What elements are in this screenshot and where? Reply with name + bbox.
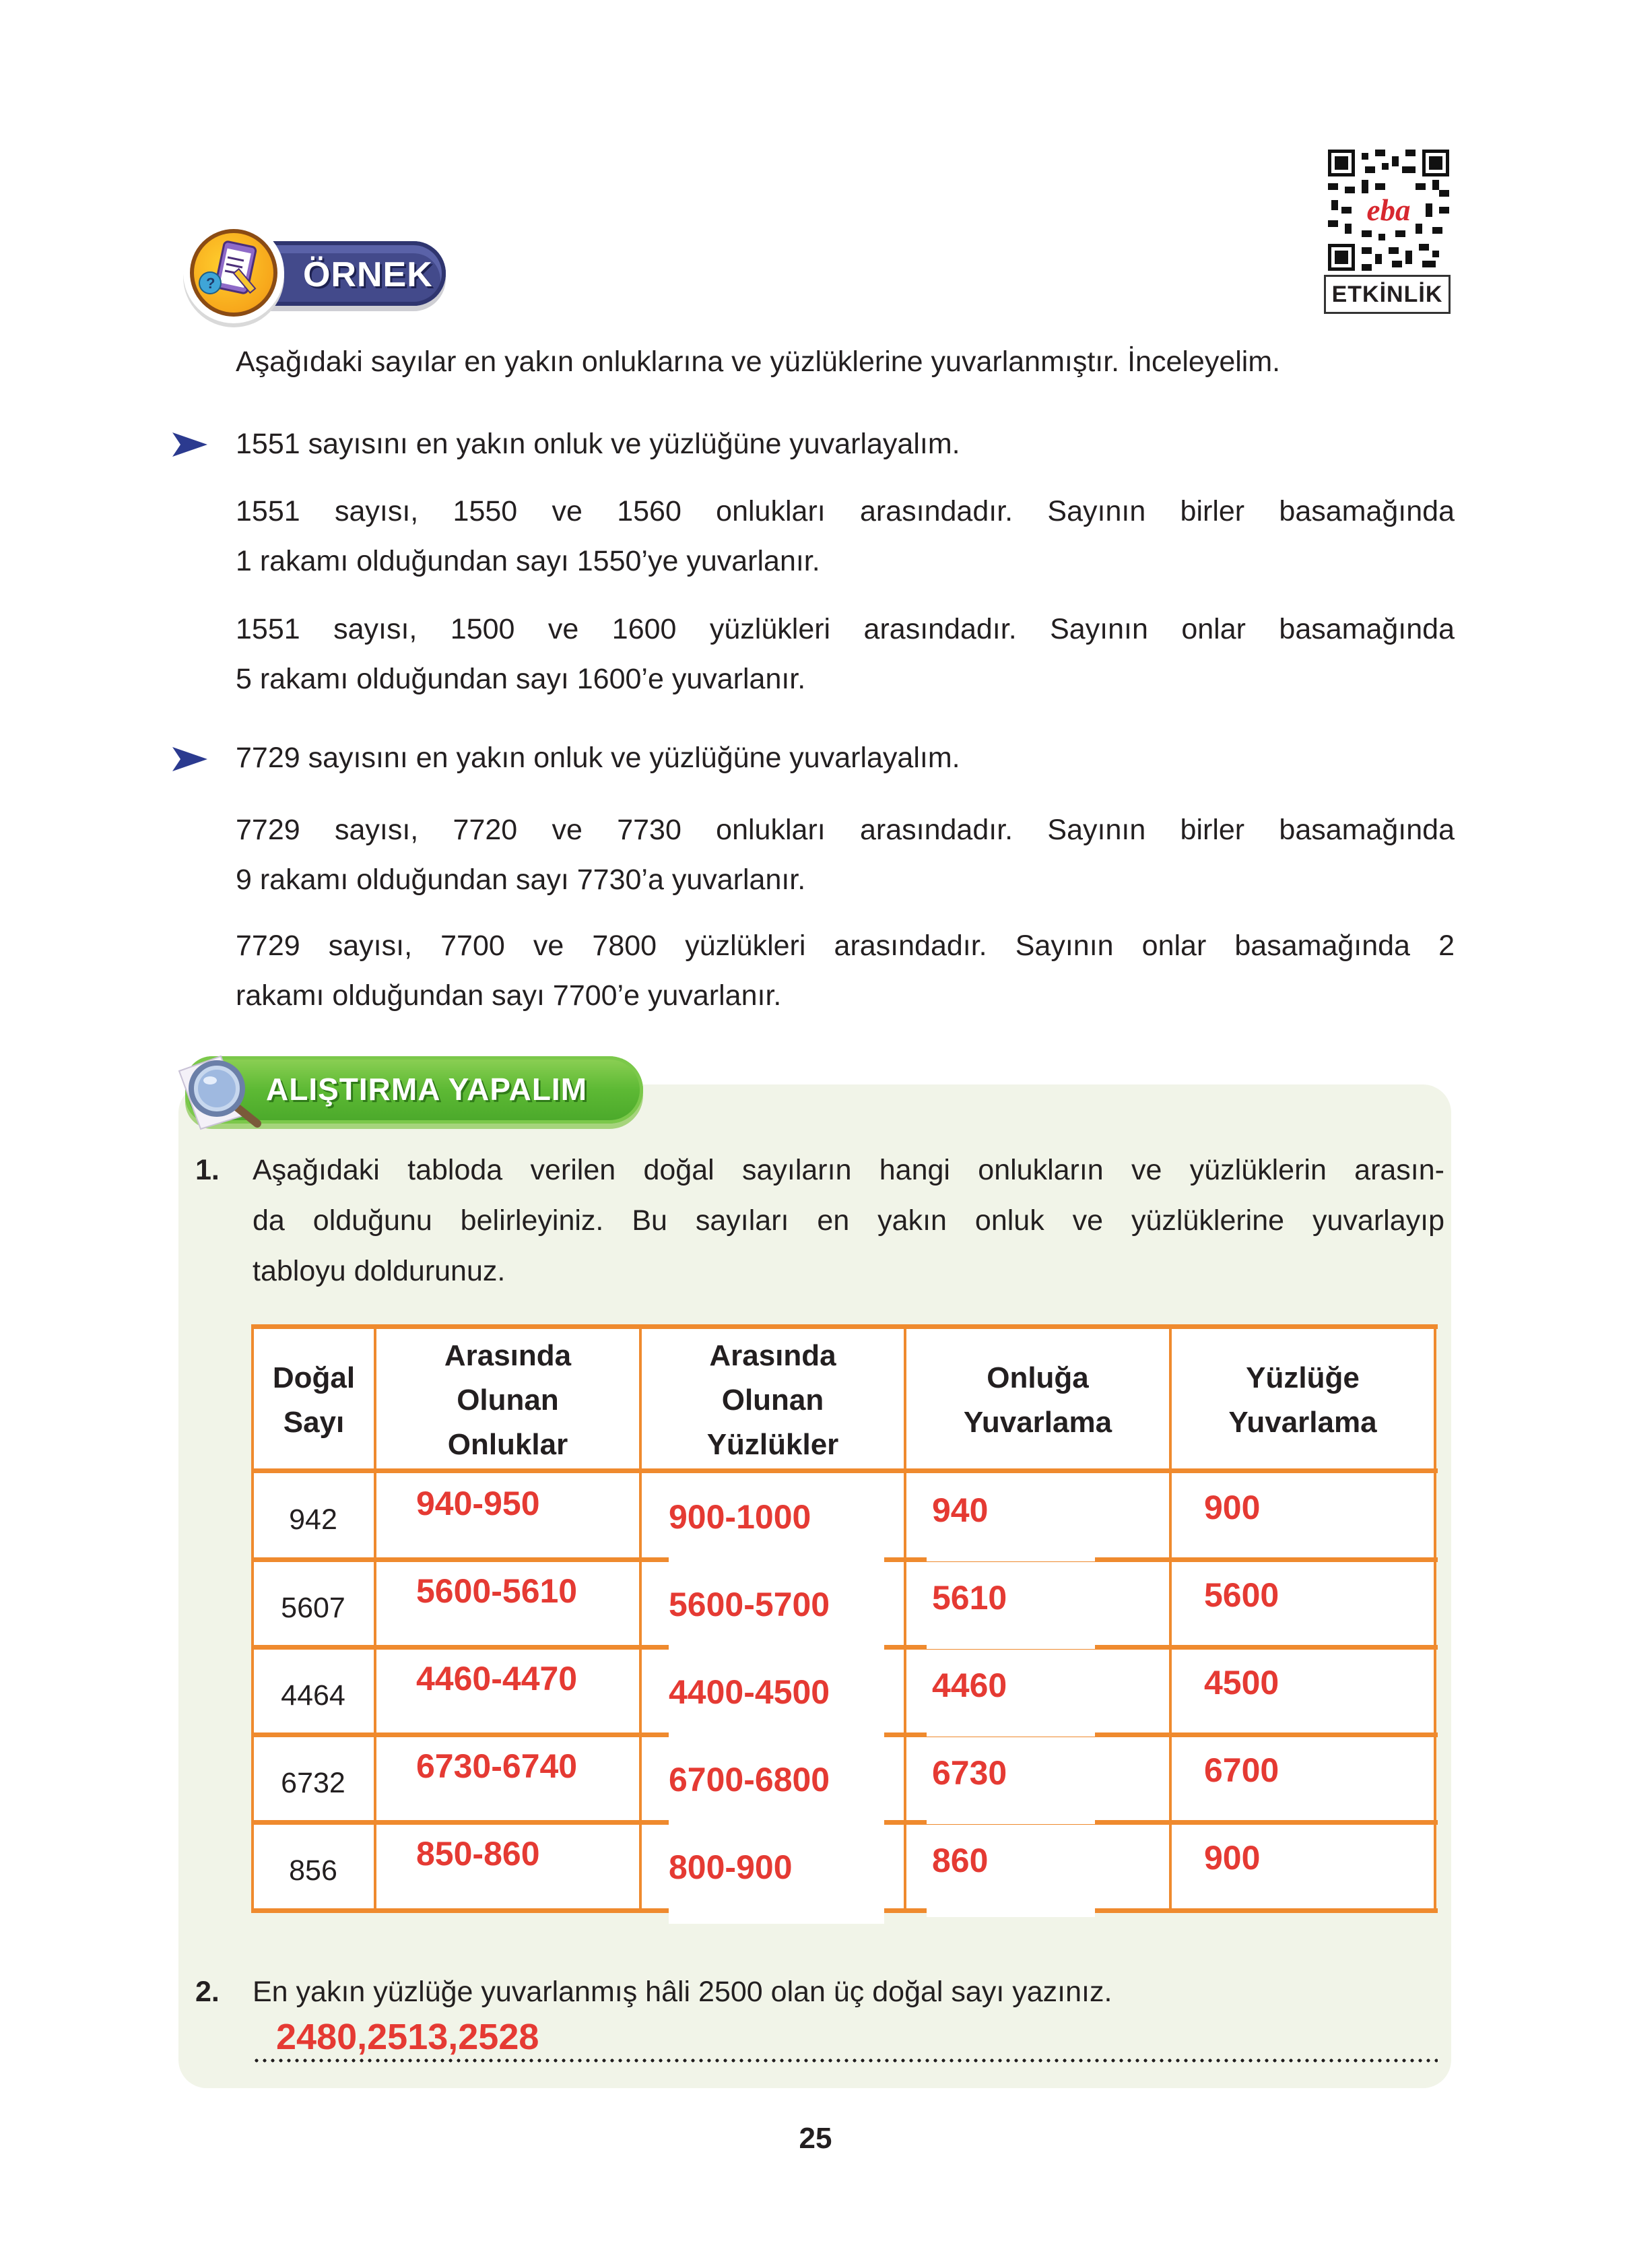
example-1-para-2-line-1: 1551 sayısı, 1500 ve 1600 yüzlükleri arasındadır. Sayının onlar basamağında xyxy=(236,613,1455,645)
etkinlik-label[interactable]: ETKİNLİK xyxy=(1324,275,1451,314)
example-1-para-2 xyxy=(236,604,1455,704)
example-2-para-1-line-1: 7729 sayısı, 7720 ve 7730 onlukları arasındadır. Sayının birler basamağında xyxy=(236,814,1455,846)
answer-onluga[interactable]: 5610 xyxy=(927,1569,1095,1649)
answer-dotted-line[interactable] xyxy=(253,2059,1438,2063)
eba-logo: eba xyxy=(1366,193,1411,227)
example-2-para-2 xyxy=(236,921,1455,1020)
arrow-right-icon xyxy=(170,746,209,773)
q1-number: 1. xyxy=(195,1154,220,1186)
example-2-para-1 xyxy=(236,805,1455,905)
qr-code-icon[interactable] xyxy=(1328,150,1449,271)
header-dogal-sayi: Doğal Sayı xyxy=(272,1361,356,1439)
ornek-label: ÖRNEK xyxy=(303,255,433,294)
q2-text: En yakın yüzlüğe yuvarlanmış hâli 2500 olan üç doğal sayı yazınız. xyxy=(253,1976,1112,2008)
q2-answer[interactable]: 2480,2513,2528 xyxy=(276,2017,539,2057)
header-arasinda-olunan-yuzlukler: Arasında Olunan Yüzlükler xyxy=(706,1339,839,1461)
q2-number: 2. xyxy=(195,1976,220,2008)
answer-onluklar[interactable]: 850-860 xyxy=(397,1825,586,1905)
header-onluga-yuvarlama: Onluğa Yuvarlama xyxy=(963,1361,1112,1439)
q1-line-1: Aşağıdaki tabloda verilen doğal sayıların hangi onlukların ve yüzlüklerin arasın- xyxy=(253,1154,1444,1186)
example-2-para-1-line-2: 9 rakamı olduğundan sayı 7730’a yuvarlanır. xyxy=(236,864,806,896)
q1-line-2: da olduğunu belirleyiniz. Bu sayıları en yakın onluk ve yüzlüklerine yuvarlayıp xyxy=(253,1204,1444,1237)
example-2-para-2-line-1: 7729 sayısı, 7700 ve 7800 yüzlükleri arasındadır. Sayının onlar basamağında 2 xyxy=(236,930,1455,962)
page-number: 25 xyxy=(799,2122,832,2155)
answer-yuzluge[interactable]: 5600 xyxy=(1185,1567,1333,1634)
example-1-para-2-line-2: 5 rakamı olduğundan sayı 1600’e yuvarlanır. xyxy=(236,663,806,695)
q1-line-3: tabloyu doldurunuz. xyxy=(253,1255,506,1287)
answer-yuzlukler[interactable]: 4400-4500 xyxy=(669,1664,884,1743)
example-2-para-2-line-2: rakamı olduğundan sayı 7700’e yuvarlanır. xyxy=(236,979,782,1012)
answer-yuzluge[interactable]: 6700 xyxy=(1185,1742,1333,1809)
clipboard-pencil-icon xyxy=(190,229,277,317)
answer-onluklar[interactable]: 5600-5610 xyxy=(397,1563,586,1642)
answer-onluga[interactable]: 860 xyxy=(927,1832,1095,1917)
answer-yuzluge[interactable]: 900 xyxy=(1185,1479,1333,1547)
answer-yuzlukler[interactable]: 900-1000 xyxy=(669,1489,884,1568)
alistirma-label: ALIŞTIRMA YAPALIM xyxy=(266,1072,588,1107)
answer-onluklar[interactable]: 4460-4470 xyxy=(397,1650,586,1730)
answer-yuzlukler[interactable]: 5600-5700 xyxy=(669,1576,884,1656)
arrow-right-icon xyxy=(170,431,209,458)
answer-onluga[interactable]: 4460 xyxy=(927,1657,1095,1737)
answer-yuzlukler[interactable]: 6700-6800 xyxy=(669,1751,884,1831)
cell-number: 4464 xyxy=(281,1679,345,1712)
table-border-top xyxy=(251,1324,1438,1329)
intro-text: Aşağıdaki sayılar en yakın onluklarına ve yüzlüklerine yuvarlanmıştır. İnceleyelim. xyxy=(236,346,1281,378)
table-border-right xyxy=(1434,1324,1436,1913)
example-2-heading: 7729 sayısını en yakın onluk ve yüzlüğüne yuvarlayalım. xyxy=(236,742,960,774)
answer-onluklar[interactable]: 6730-6740 xyxy=(397,1738,586,1817)
svg-text:?: ? xyxy=(206,275,215,292)
answer-onluga[interactable]: 6730 xyxy=(927,1745,1095,1824)
answer-yuzluge[interactable]: 4500 xyxy=(1185,1654,1333,1722)
answer-onluga[interactable]: 940 xyxy=(927,1482,1095,1561)
cell-number: 942 xyxy=(289,1503,337,1536)
example-1-para-1-line-1: 1551 sayısı, 1550 ve 1560 onlukları arasındadır. Sayının birler basamağında xyxy=(236,495,1455,527)
answer-yuzlukler[interactable]: 800-900 xyxy=(669,1839,884,1924)
example-1-para-1 xyxy=(236,486,1455,586)
header-arasinda-olunan-onluklar: Arasında Olunan Onluklar xyxy=(444,1339,572,1461)
magnifier-icon xyxy=(174,1051,275,1132)
cell-number: 5607 xyxy=(281,1591,345,1624)
answer-yuzluge[interactable]: 900 xyxy=(1185,1829,1333,1897)
cell-number: 6732 xyxy=(281,1766,345,1799)
q1-text xyxy=(253,1145,1444,1297)
cell-number: 856 xyxy=(289,1854,337,1887)
answer-onluklar[interactable]: 940-950 xyxy=(397,1475,586,1555)
example-1-heading: 1551 sayısını en yakın onluk ve yüzlüğüne yuvarlayalım. xyxy=(236,428,960,460)
example-1-para-1-line-2: 1 rakamı olduğundan sayı 1550’ye yuvarlanır. xyxy=(236,545,820,577)
header-yuzluge-yuvarlama: Yüzlüğe Yuvarlama xyxy=(1228,1361,1377,1439)
